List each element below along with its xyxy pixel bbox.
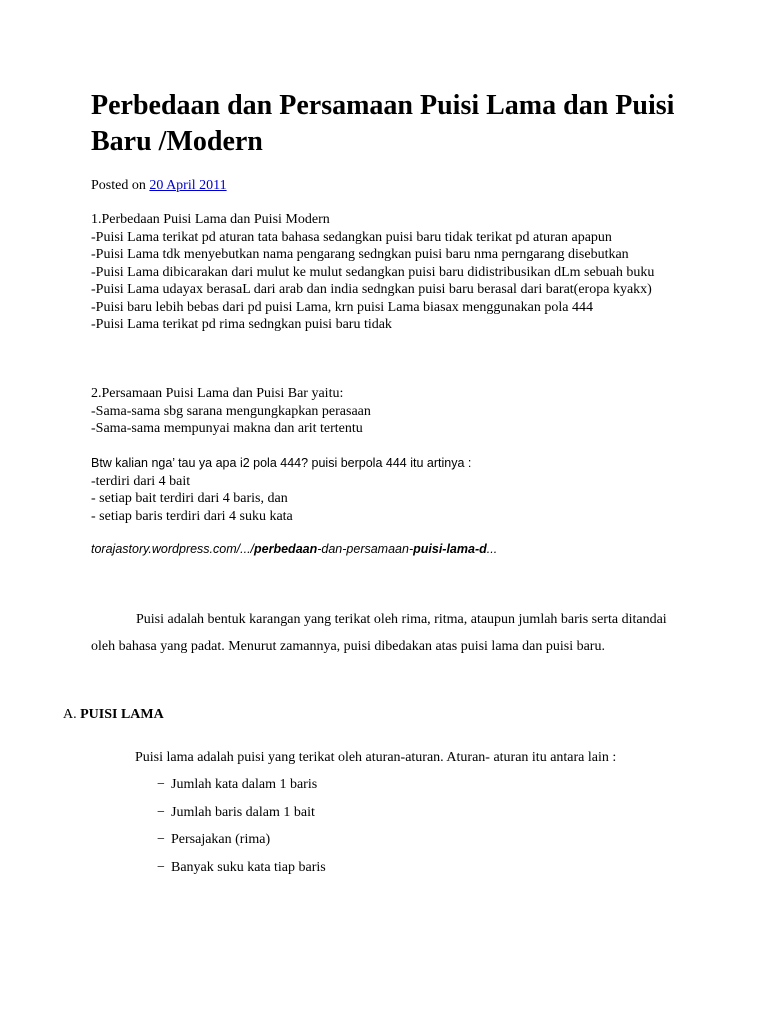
paragraph-text: Puisi adalah bentuk karangan yang terikat oleh rima, ritma, ataupun jumlah baris serta ditandai oleh bahasa yang padat. Menurut zamannya, puisi dibedakan atas puisi lama dan puisi baru. (91, 612, 667, 654)
list-item (157, 831, 326, 859)
posted-date-link[interactable]: 20 April 2011 (149, 178, 227, 193)
list-item-text: Banyak suku kata tiap baris (171, 859, 326, 875)
similarity-item: -Sama-sama mempunyai makna dan arit tertentu (91, 421, 363, 436)
list-item (157, 776, 326, 804)
list-item-text: Jumlah baris dalam 1 bait (171, 804, 315, 820)
posted-prefix: Posted on (91, 178, 150, 193)
source-part: -dan-persamaan- (317, 542, 414, 556)
difference-item: -Puisi baru lebih bebas dari pd puisi Lama, krn puisi Lama biasax menggunakan pola 444 (91, 299, 593, 315)
dash-bullet: − (157, 832, 165, 848)
difference-item: -Puisi Lama dibicarakan dari mulut ke mulut sedangkan puisi baru didistribusikan dLm sebuah buku (91, 264, 655, 280)
similarities-section (91, 385, 681, 438)
list-item-text: Persajakan (rima) (171, 832, 271, 848)
dash-bullet: − (157, 859, 165, 875)
posted-line (91, 177, 227, 195)
difference-item: -Puisi Lama terikat pd rima sedngkan puisi baru tidak (91, 317, 392, 332)
differences-heading: 1.Perbedaan Puisi Lama dan Puisi Modern (91, 212, 330, 227)
pattern-item: - setiap bait terdiri dari 4 baris, dan (91, 491, 288, 506)
source-url (91, 541, 497, 557)
list-item-text: Jumlah kata dalam 1 baris (171, 777, 318, 792)
difference-item: -Puisi Lama udayax berasaL dari arab dan india sedngkan puisi baru berasal dari barat(eropa kyakx) (91, 282, 652, 297)
puisi-lama-intro: Puisi lama adalah puisi yang terikat oleh aturan-aturan. Aturan- aturan itu antara lain : (135, 750, 617, 765)
page-title: Perbedaan dan Persamaan Puisi Lama dan Puisi Baru /Modern (91, 90, 675, 157)
pattern-item: - setiap baris terdiri dari 4 suku kata (91, 508, 293, 524)
source-part: ... (486, 542, 498, 556)
similarities-heading: 2.Persamaan Puisi Lama dan Puisi Bar yaitu: (91, 386, 344, 401)
rules-list (157, 776, 326, 886)
difference-item: -Puisi Lama tdk menyebutkan nama pengarang sedngkan puisi baru nma perngarang disebutkan (91, 247, 629, 262)
dash-bullet: − (157, 804, 165, 820)
section-heading-prefix: A. (63, 707, 81, 722)
source-keyword: perbedaan (254, 542, 318, 556)
pattern-item: -terdiri dari 4 bait (91, 473, 191, 489)
intro-paragraph (91, 607, 681, 660)
pattern-section (91, 455, 681, 525)
source-part: torajastory.wordpress.com/.../ (91, 542, 255, 556)
list-item (157, 859, 326, 887)
similarity-item: -Sama-sama sbg sarana mengungkapkan perasaan (91, 403, 371, 419)
section-heading (63, 706, 164, 724)
section-heading-label: PUISI LAMA (80, 707, 164, 722)
dash-bullet: − (157, 777, 165, 792)
pattern-question: Btw kalian nga’ tau ya apa i2 pola 444? puisi berpola 444 itu artinya : (91, 456, 472, 470)
differences-section (91, 211, 681, 334)
source-keyword: puisi-lama-d (413, 542, 487, 556)
difference-item: -Puisi Lama terikat pd aturan tata bahasa sedangkan puisi baru tidak terikat pd aturan apapun (91, 229, 612, 245)
list-item (157, 804, 326, 832)
